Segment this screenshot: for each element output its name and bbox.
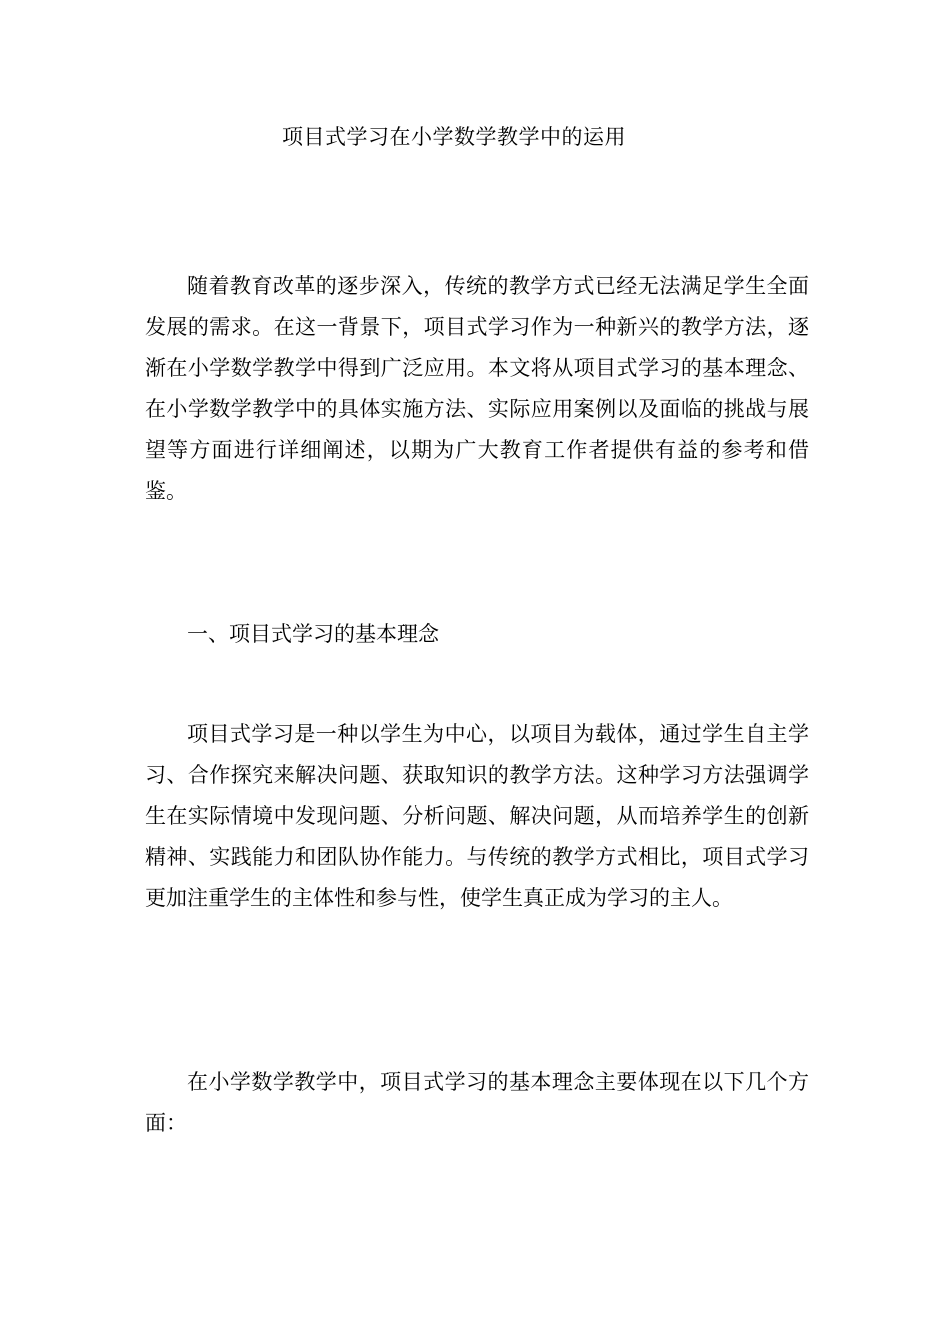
body-paragraph-2: 在小学数学教学中，项目式学习的基本理念主要体现在以下几个方面： [145,1070,809,1135]
intro-paragraph: 随着教育改革的逐步深入，传统的教学方式已经无法满足学生全面发展的需求。在这一背景下，项目式学习作为一种新兴的教学方法，逐渐在小学数学教学中得到广泛应用。本文将从项目式学习的基本理念、在小学数学教学中的具体实施方法、实际应用案例以及面临的挑战与展望等方面进行详细阐述，以期为广大教育工作者提供有益的参考和借鉴。 [145,274,809,503]
section-heading: 一、项目式学习的基本理念 [187,622,439,646]
body-paragraph: 项目式学习是一种以学生为中心，以项目为载体，通过学生自主学习、合作探究来解决问题、获取知识的教学方法。这种学习方法强调学生在实际情境中发现问题、分析问题、解决问题，从而培养学生的创新精神、实践能力和团队协作能力。与传统的教学方式相比，项目式学习更加注重学生的主体性和参与性，使学生真正成为学习的主人。 [145,722,809,910]
document-title: 项目式学习在小学数学教学中的运用 [282,125,626,149]
